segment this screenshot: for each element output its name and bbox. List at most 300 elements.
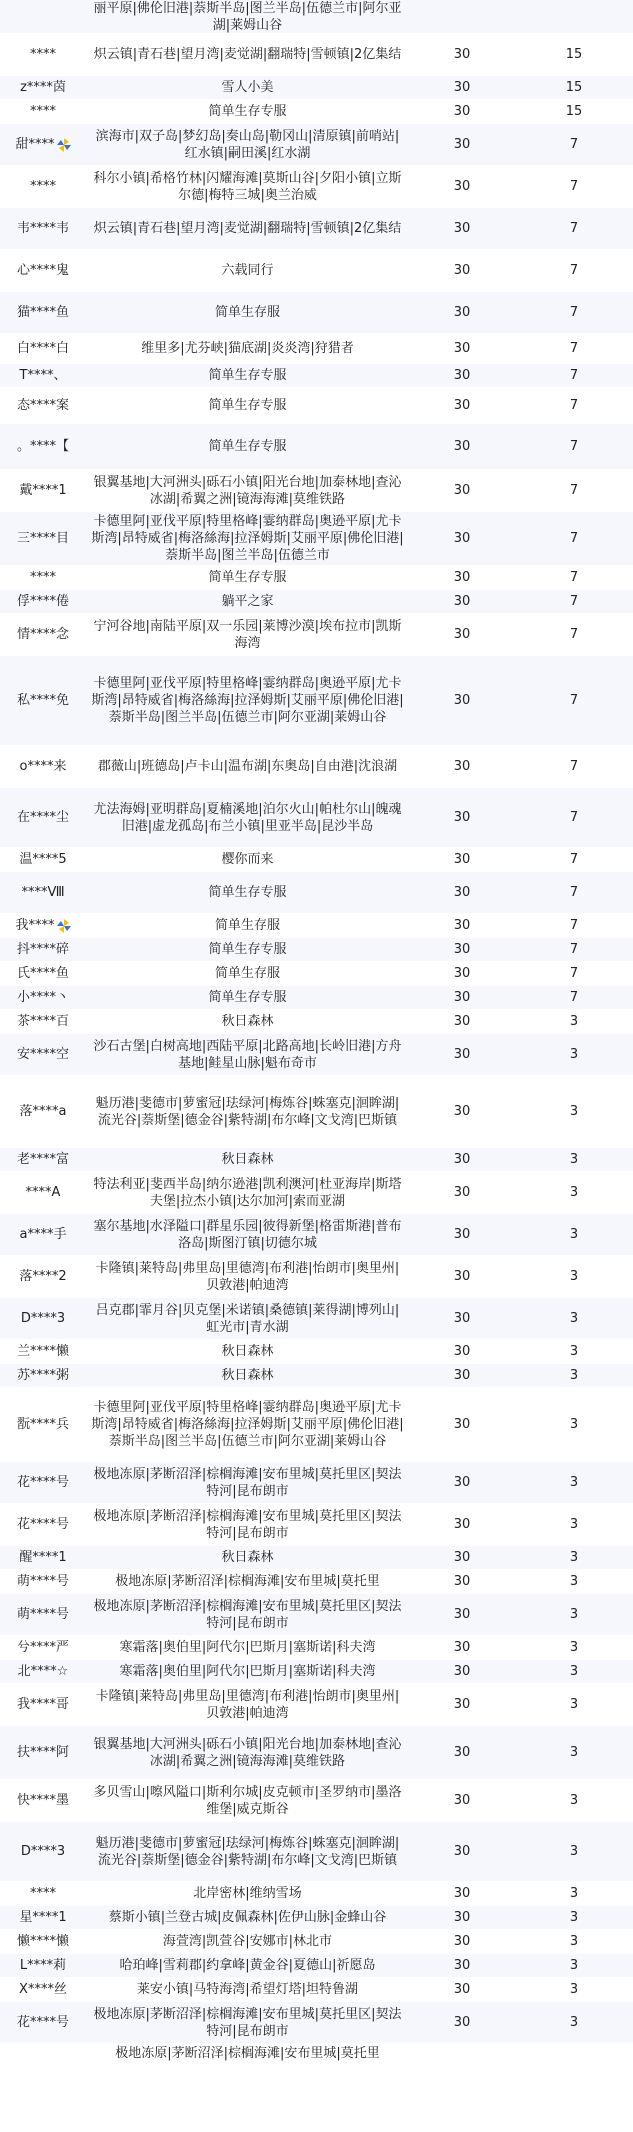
count-value: 30 <box>453 1574 471 1589</box>
player-name: 苏****粥 <box>16 1368 69 1383</box>
player-name: **** <box>30 104 56 119</box>
server-list-cell <box>86 1726 409 1779</box>
reward-value: 7 <box>569 885 579 900</box>
server-list: 卡隆镇|莱特岛|弗里岛|里德湾|布利港|怡朗市|奥里州|贝敦港|帕迪湾 <box>95 1260 400 1293</box>
count-cell <box>409 1636 515 1659</box>
server-list-cell <box>86 1930 409 1953</box>
reward-cell <box>515 470 633 511</box>
count-cell <box>409 566 515 589</box>
reward-cell <box>515 208 633 249</box>
reward-cell <box>515 1010 633 1033</box>
player-name-cell <box>0 1256 86 1297</box>
table-row <box>0 566 633 590</box>
count-cell <box>409 34 515 75</box>
count-value: 30 <box>453 759 471 774</box>
table-row <box>0 364 633 388</box>
reward-value: 3 <box>569 1886 579 1901</box>
count-value: 30 <box>453 990 471 1005</box>
server-list-cell <box>86 34 409 75</box>
reward-value: 3 <box>569 1664 579 1679</box>
server-list-cell <box>86 1076 409 1147</box>
player-name: 小****丶 <box>16 990 69 1005</box>
player-name: 韦****韦 <box>16 221 69 236</box>
player-name: ****Ⅷ <box>21 885 65 900</box>
table-row <box>0 1462 633 1504</box>
count-value: 30 <box>453 47 471 62</box>
player-name-cell <box>0 590 86 613</box>
count-value: 30 <box>453 531 471 546</box>
player-name: 白****白 <box>16 341 69 356</box>
table-row <box>0 166 633 208</box>
server-list: 特法利亚|斐西半岛|纳尔逊港|凯利澳河|杜亚海岸|斯塔夫堡|拉杰小镇|达尔加河|索而亚湖 <box>93 1176 402 1209</box>
reward-value: 7 <box>569 263 579 278</box>
reward-value: 3 <box>569 1344 579 1359</box>
reward-cell <box>515 788 633 847</box>
count-cell <box>409 788 515 847</box>
reward-cell <box>515 848 633 871</box>
server-list: 沙石古堡|白树高地|西陆平原|北路高地|长岭旧港|方舟基地|鲑星山脉|魁布奇市 <box>93 1038 402 1071</box>
player-name-cell <box>0 938 86 961</box>
table-row <box>0 208 633 250</box>
server-list-cell <box>86 962 409 985</box>
reward-value: 3 <box>569 1550 579 1565</box>
count-cell <box>409 1594 515 1635</box>
count-cell <box>409 512 515 565</box>
count-value: 30 <box>453 1640 471 1655</box>
player-name-cell <box>0 1298 86 1339</box>
server-list-cell <box>86 1660 409 1683</box>
player-name: **** <box>30 47 56 62</box>
player-name: 茶****百 <box>16 1014 69 1029</box>
count-cell <box>409 76 515 99</box>
player-name: 醒****1 <box>19 1550 67 1565</box>
server-list-cell <box>86 986 409 1009</box>
player-name: a****手 <box>19 1227 67 1242</box>
table-row <box>0 1388 633 1462</box>
reward-value: 3 <box>569 1104 579 1119</box>
server-list-cell <box>86 938 409 961</box>
table-row <box>0 1930 633 1954</box>
count-cell <box>409 1684 515 1725</box>
player-name-cell <box>0 124 86 165</box>
player-name-cell <box>0 1636 86 1659</box>
server-list-cell <box>86 388 409 423</box>
count-cell <box>409 424 515 469</box>
player-name-cell <box>0 656 86 745</box>
player-name: 老****富 <box>16 1152 69 1167</box>
count-value: 30 <box>453 1982 471 1997</box>
server-list-cell <box>86 470 409 511</box>
reward-cell <box>515 1364 633 1387</box>
server-list: 秋日森林 <box>221 1344 274 1359</box>
reward-value: 7 <box>569 221 579 236</box>
player-name-cell <box>0 872 86 913</box>
reward-cell <box>515 1504 633 1545</box>
server-list-cell <box>86 656 409 745</box>
server-list: 秋日森林 <box>221 1014 274 1029</box>
table-row <box>0 1010 633 1034</box>
server-list-cell <box>86 1684 409 1725</box>
player-name-cell <box>0 1462 86 1503</box>
reward-value: 7 <box>569 942 579 957</box>
table-row <box>0 470 633 512</box>
player-name: 花****号 <box>16 1475 69 1490</box>
reward-cell <box>515 1660 633 1683</box>
server-list: 卡德里阿|亚伐平原|特里格峰|霎纳群岛|奥逊平原|尤卡斯湾|昂特威省|梅洛絲海|拉泽姆斯|艾丽平原|佛伦旧港|萘斯半岛|图兰半岛|伍德兰市|阿尔亚湖|莱姆山谷 <box>91 1400 404 1449</box>
reward-value: 7 <box>569 531 579 546</box>
count-value: 30 <box>453 810 471 825</box>
server-list: 炽云镇|青石巷|望月湾|麦觉湖|翻瑞特|雪顿镇|2亿集结 <box>93 47 402 62</box>
reward-cell <box>515 1076 633 1147</box>
count-cell <box>409 914 515 937</box>
player-name: 情****念 <box>16 627 69 642</box>
reward-cell <box>515 512 633 565</box>
reward-value: 3 <box>569 1475 579 1490</box>
reward-value: 3 <box>569 1574 579 1589</box>
table-row <box>0 1954 633 1978</box>
player-name: **** <box>30 570 56 585</box>
count-value: 30 <box>453 594 471 609</box>
reward-cell <box>515 1594 633 1635</box>
reward-value: 7 <box>569 627 579 642</box>
player-name-cell <box>0 1076 86 1147</box>
count-value: 30 <box>453 341 471 356</box>
reward-value: 3 <box>569 2015 579 2030</box>
server-list-cell <box>86 1546 409 1569</box>
player-name: **** <box>30 179 56 194</box>
count-value: 30 <box>453 179 471 194</box>
count-value: 30 <box>453 1934 471 1949</box>
server-list: 卡德里阿|亚伐平原|特里格峰|霎纳群岛|奥逊平原|尤卡斯湾|昂特威省|梅洛絲海|拉泽姆斯|艾丽平原|佛伦旧港|萘斯半岛|图兰半岛|伍德兰市 <box>91 514 404 563</box>
count-value: 30 <box>453 80 471 95</box>
count-value: 30 <box>453 1844 471 1859</box>
server-list-cell <box>86 1010 409 1033</box>
player-name-cell <box>0 334 86 363</box>
reward-cell <box>515 1340 633 1363</box>
player-name: 花****号 <box>16 2015 69 2030</box>
server-list-cell <box>86 208 409 249</box>
count-value: 30 <box>453 942 471 957</box>
player-name: D****3 <box>20 1311 66 1326</box>
server-list: 樱你而来 <box>221 852 274 867</box>
server-list: 卡德里阿|亚伐平原|特里格峰|霎纳群岛|奥逊平原|尤卡斯湾|昂特威省|梅洛絲海|拉泽姆斯|艾丽平原|佛伦旧港|萘斯半岛|图兰半岛|伍德兰市|阿尔亚湖|莱姆山谷 <box>91 676 404 725</box>
count-value: 30 <box>453 1368 471 1383</box>
player-name-cell <box>0 1034 86 1075</box>
reward-cell <box>515 1954 633 1977</box>
reward-cell <box>515 914 633 937</box>
count-value: 30 <box>453 1227 471 1242</box>
server-list: 简单生存专服 <box>208 104 287 119</box>
count-cell <box>409 1822 515 1881</box>
server-list-cell <box>86 872 409 913</box>
count-value: 30 <box>453 1475 471 1490</box>
server-list: 简单生存服 <box>214 966 280 981</box>
server-list-cell <box>86 0 409 33</box>
count-cell <box>409 1954 515 1977</box>
table-row <box>0 250 633 292</box>
server-list: 莱安小镇|马特海湾|希望灯塔|坦特鲁湖 <box>136 1982 359 1997</box>
player-name-cell <box>0 1148 86 1171</box>
table-row <box>0 1546 633 1570</box>
reward-value: 3 <box>569 1185 579 1200</box>
table-row <box>0 34 633 76</box>
server-list-cell <box>86 590 409 613</box>
table-row <box>0 1906 633 1930</box>
reward-cell <box>515 0 633 33</box>
server-list-cell <box>86 1340 409 1363</box>
player-name-cell <box>0 1954 86 1977</box>
reward-value: 3 <box>569 1640 579 1655</box>
server-list-cell <box>86 1978 409 2001</box>
server-list-cell <box>86 124 409 165</box>
count-value: 30 <box>453 104 471 119</box>
count-cell <box>409 590 515 613</box>
player-name-cell <box>0 2002 86 2043</box>
reward-value: 3 <box>569 1745 579 1760</box>
reward-cell <box>515 938 633 961</box>
server-list-cell <box>86 1636 409 1659</box>
reward-cell <box>515 1726 633 1779</box>
server-list-cell <box>86 1172 409 1213</box>
table-row <box>0 2002 633 2044</box>
player-name: 心****鬼 <box>16 263 69 278</box>
table-row <box>0 614 633 656</box>
count-cell <box>409 1256 515 1297</box>
table-row <box>0 788 633 848</box>
table-row <box>0 962 633 986</box>
reward-cell <box>515 1034 633 1075</box>
reward-cell <box>515 100 633 123</box>
server-list: 极地冻原|茅断沼泽|棕榈海滩|安布里城|莫托里区|契法特河|昆布朗市 <box>93 1598 402 1631</box>
server-list: 科尔小镇|希格竹林|闪耀海滩|莫斯山谷|夕阳小镇|立斯尔德|梅特三城|奥兰治威 <box>93 170 402 203</box>
reward-value: 7 <box>569 305 579 320</box>
server-list-cell <box>86 1364 409 1387</box>
server-list: 极地冻原|茅断沼泽|棕榈海滩|安布里城|莫托里 <box>115 2046 380 2061</box>
server-list-cell <box>86 1570 409 1593</box>
reward-value: 7 <box>569 179 579 194</box>
player-name: 懒****懒 <box>16 1934 69 1949</box>
server-list: 海萱湾|凯萱谷|安娜市|林北市 <box>162 1934 333 1949</box>
pinwheel-icon <box>57 138 71 152</box>
player-name-cell <box>0 1882 86 1905</box>
count-cell <box>409 1462 515 1503</box>
player-name-cell <box>0 388 86 423</box>
count-value: 30 <box>453 1886 471 1901</box>
server-list-cell <box>86 1594 409 1635</box>
server-list-cell <box>86 364 409 387</box>
reward-value: 3 <box>569 1982 579 1997</box>
count-cell <box>409 292 515 333</box>
player-name: 我****哥 <box>16 1697 69 1712</box>
count-cell <box>409 388 515 423</box>
reward-cell <box>515 1148 633 1171</box>
count-value: 30 <box>453 305 471 320</box>
player-name-cell <box>0 1388 86 1461</box>
server-list: 极地冻原|茅断沼泽|棕榈海滩|安布里城|莫托里 <box>115 1574 380 1589</box>
reward-value: 3 <box>569 1697 579 1712</box>
server-list: 极地冻原|茅断沼泽|棕榈海滩|安布里城|莫托里区|契法特河|昆布朗市 <box>93 1508 402 1541</box>
server-list: 简单生存专服 <box>208 570 287 585</box>
server-list-cell <box>86 1148 409 1171</box>
player-name: 甜**** <box>15 137 55 152</box>
reward-value: 7 <box>569 594 579 609</box>
count-cell <box>409 1660 515 1683</box>
count-cell <box>409 1010 515 1033</box>
player-name-cell <box>0 0 86 33</box>
player-name-cell <box>0 1010 86 1033</box>
player-name: 在****尘 <box>16 810 69 825</box>
reward-value: 7 <box>569 341 579 356</box>
count-value: 30 <box>453 2015 471 2030</box>
reward-value: 7 <box>569 137 579 152</box>
player-name-cell <box>0 1684 86 1725</box>
player-name: 猫****鱼 <box>16 305 69 320</box>
player-name-cell <box>0 986 86 1009</box>
server-list-cell <box>86 76 409 99</box>
player-name-cell <box>0 1546 86 1569</box>
count-cell <box>409 1906 515 1929</box>
count-value: 30 <box>453 1014 471 1029</box>
table-row <box>0 1364 633 1388</box>
server-list-cell <box>86 1780 409 1821</box>
player-name: 兰****懒 <box>16 1344 69 1359</box>
reward-cell <box>515 614 633 655</box>
server-list-cell <box>86 848 409 871</box>
reward-cell <box>515 872 633 913</box>
player-name-cell <box>0 1822 86 1881</box>
player-name: L****莉 <box>19 1958 67 1973</box>
player-name: **** <box>30 1886 56 1901</box>
count-cell <box>409 0 515 33</box>
server-list: 蔡斯小镇|兰登古城|皮佩森林|佐伊山脉|金蜂山谷 <box>108 1910 387 1925</box>
count-cell <box>409 746 515 787</box>
table-row <box>0 124 633 166</box>
reward-value: 3 <box>569 1152 579 1167</box>
server-list: 哈珀峰|雪莉郡|约拿峰|黄金谷|夏德山|祈愿岛 <box>119 1958 376 1973</box>
reward-cell <box>515 1780 633 1821</box>
reward-cell <box>515 250 633 291</box>
count-cell <box>409 1570 515 1593</box>
server-list-cell <box>86 746 409 787</box>
count-cell <box>409 1978 515 2001</box>
player-name-cell <box>0 1780 86 1821</box>
count-cell <box>409 872 515 913</box>
server-list: 秋日森林 <box>221 1368 274 1383</box>
table-row <box>0 1780 633 1822</box>
count-cell <box>409 848 515 871</box>
count-cell <box>409 364 515 387</box>
reward-value: 7 <box>569 483 579 498</box>
server-list-cell <box>86 1462 409 1503</box>
count-cell <box>409 1882 515 1905</box>
server-list-cell <box>86 100 409 123</box>
player-name: 私****免 <box>16 693 69 708</box>
table-row <box>0 872 633 914</box>
player-name: D****3 <box>20 1844 66 1859</box>
count-value: 30 <box>453 1517 471 1532</box>
reward-cell <box>515 1256 633 1297</box>
reward-cell <box>515 746 633 787</box>
reward-value: 3 <box>569 1607 579 1622</box>
table-row <box>0 424 633 470</box>
reward-cell <box>515 388 633 423</box>
server-list: 躺平之家 <box>221 594 274 609</box>
server-list: 简单生存服 <box>214 918 280 933</box>
player-name: 北****☆ <box>17 1664 69 1679</box>
player-name-cell <box>0 424 86 469</box>
server-list: 维里多|尤芬峡|猫底湖|炎炎湾|狩猎者 <box>141 341 354 356</box>
table-row <box>0 1684 633 1726</box>
reward-cell <box>515 1388 633 1461</box>
count-cell <box>409 962 515 985</box>
table-row <box>0 1172 633 1214</box>
server-list: 北岸密林|维纳雪场 <box>193 1886 302 1901</box>
player-name: ****A <box>25 1185 61 1200</box>
table-row <box>0 1340 633 1364</box>
player-name-cell <box>0 364 86 387</box>
player-name: X****丝 <box>19 1982 67 1997</box>
table-row <box>0 76 633 100</box>
reward-cell <box>515 1930 633 1953</box>
server-list: 简单生存专服 <box>208 398 287 413</box>
reward-cell <box>515 2002 633 2043</box>
player-name-cell <box>0 1364 86 1387</box>
player-name-cell <box>0 512 86 565</box>
player-name-cell <box>0 250 86 291</box>
reward-value: 7 <box>569 759 579 774</box>
server-list-cell <box>86 566 409 589</box>
reward-cell <box>515 566 633 589</box>
reward-cell <box>515 1570 633 1593</box>
player-name-cell <box>0 566 86 589</box>
count-value: 30 <box>453 885 471 900</box>
server-list: 秋日森林 <box>221 1550 274 1565</box>
server-list: 尤法海姆|亚明群岛|夏楠溪地|泊尔火山|帕杜尔山|魄魂旧港|虚龙孤岛|布兰小镇|里亚半岛|昆沙半岛 <box>93 801 402 834</box>
player-name: 落****a <box>19 1104 67 1119</box>
count-value: 30 <box>453 1793 471 1808</box>
reward-value: 7 <box>569 810 579 825</box>
table-row <box>0 1726 633 1780</box>
count-value: 30 <box>453 483 471 498</box>
player-name: 氏****鱼 <box>16 966 69 981</box>
player-name-cell <box>0 1660 86 1683</box>
reward-value: 3 <box>569 1014 579 1029</box>
player-name-cell <box>0 914 86 937</box>
table-row <box>0 1504 633 1546</box>
reward-cell <box>515 1298 633 1339</box>
count-cell <box>409 614 515 655</box>
count-cell <box>409 986 515 1009</box>
server-list-cell <box>86 1504 409 1545</box>
count-cell <box>409 1148 515 1171</box>
server-list-cell <box>86 512 409 565</box>
player-name-cell <box>0 1906 86 1929</box>
count-cell <box>409 2044 515 2063</box>
count-cell <box>409 1340 515 1363</box>
server-list-cell <box>86 334 409 363</box>
count-cell <box>409 1364 515 1387</box>
player-name: 我**** <box>15 918 55 933</box>
server-list-cell <box>86 1954 409 1977</box>
server-list: 秋日森林 <box>221 1152 274 1167</box>
player-name: 。****【 <box>16 439 69 454</box>
reward-value: 7 <box>569 439 579 454</box>
server-list: 多贝雪山|嚓风隘口|斯利尔城|皮克顿市|圣罗纳市|墨洛维堡|威克斯谷 <box>93 1784 402 1817</box>
count-cell <box>409 1172 515 1213</box>
count-cell <box>409 1780 515 1821</box>
player-name: 戴****1 <box>19 483 67 498</box>
player-name: 三****目 <box>16 531 69 546</box>
